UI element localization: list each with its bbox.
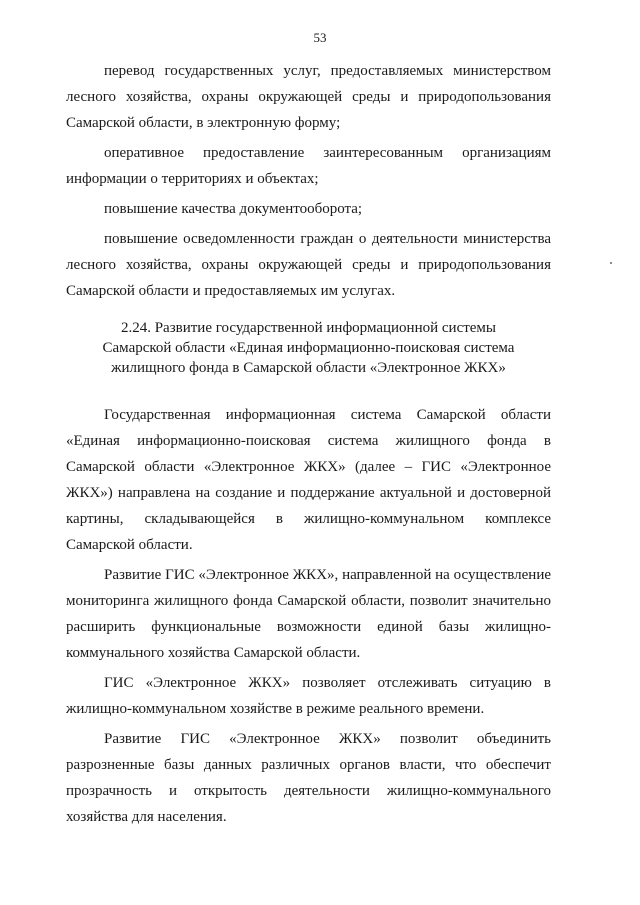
- scan-speck: [610, 262, 612, 264]
- list-block: [66, 58, 551, 308]
- body-paragraph: Государственная информационная система Самарской области «Единая информационно-поисковая система жилищного фонда в Самарской области «Электронное ЖКХ» (далее – ГИС «Электронное ЖКХ») направлена на создание и поддержание актуальной и достоверной картины, складывающейся в жилищно-коммунальном комплексе Самарской области.: [66, 407, 551, 553]
- list-item: оперативное предоставление заинтересованным организациям информации о территориях и объектах;: [66, 145, 551, 187]
- list-item: перевод государственных услуг, предоставляемых министерством лесного хозяйства, охраны окружающей среды и природопользования Самарской области, в электронную форму;: [66, 63, 551, 131]
- list-item: повышение качества документооборота;: [104, 201, 363, 217]
- section-heading: [66, 318, 551, 378]
- body-paragraph: ГИС «Электронное ЖКХ» позволяет отслеживать ситуацию в жилищно-коммунальном хозяйстве в режиме реального времени.: [66, 675, 551, 717]
- page-number: 53: [313, 30, 327, 45]
- heading-line: 2.24. Развитие государственной информационной системы: [120, 320, 497, 336]
- heading-line: Самарской области «Единая информационно-поисковая система: [102, 340, 515, 356]
- list-item: повышение осведомленности граждан о деятельности министерства лесного хозяйства, охраны окружающей среды и природопользования Самарской области и предоставляемых им услугах.: [66, 231, 551, 299]
- body-paragraph: Развитие ГИС «Электронное ЖКХ» позволит объединить разрозненные базы данных различных органов власти, что обеспечит прозрачность и открытость деятельности жилищно-коммунального хозяйства для населения.: [66, 731, 551, 825]
- section-body: [66, 402, 551, 834]
- heading-line: жилищного фонда в Самарской области «Электронное ЖКХ»: [111, 360, 506, 376]
- body-paragraph: Развитие ГИС «Электронное ЖКХ», направленной на осуществление мониторинга жилищного фонда Самарской области, позволит значительно расширить функциональные возможности единой базы жилищно-коммунального хозяйства Самарской области.: [66, 567, 551, 661]
